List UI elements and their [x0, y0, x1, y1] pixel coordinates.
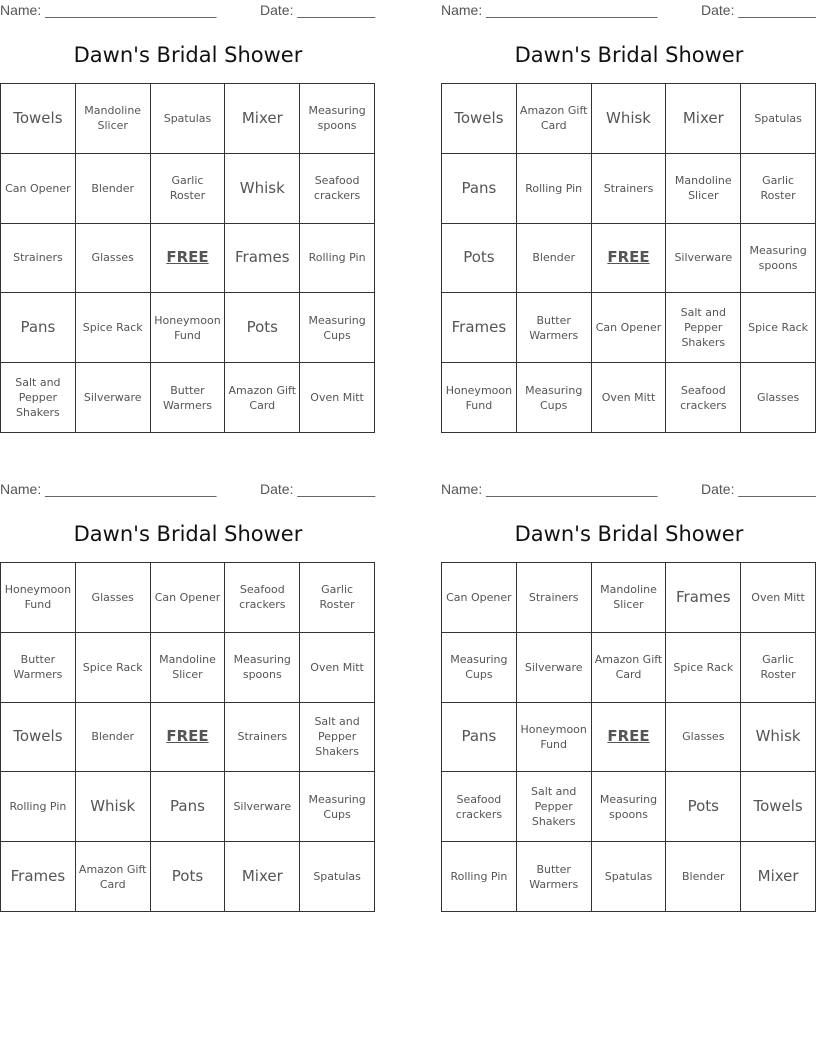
bingo-cell: Strainers	[225, 703, 300, 773]
bingo-cell: Pots	[151, 842, 226, 912]
bingo-cell: Pots	[666, 772, 741, 842]
bingo-cell: Glasses	[741, 363, 816, 433]
bingo-cell: Mixer	[225, 84, 300, 154]
bingo-grid	[0, 83, 375, 433]
bingo-cell: Spice Rack	[76, 293, 151, 363]
bingo-cell: Towels	[1, 703, 76, 773]
bingo-cell: Garlic Roster	[300, 563, 375, 633]
name-field-label: Name: ______________________	[0, 2, 217, 18]
bingo-cell: Spatulas	[592, 842, 667, 912]
bingo-cell: Salt and Pepper Shakers	[666, 293, 741, 363]
bingo-cell: Spatulas	[300, 842, 375, 912]
bingo-cell: Butter Warmers	[517, 293, 592, 363]
bingo-cell: Measuring spoons	[592, 772, 667, 842]
bingo-cell: Salt and Pepper Shakers	[300, 703, 375, 773]
bingo-cell: Oven Mitt	[592, 363, 667, 433]
bingo-cell: Honeymoon Fund	[442, 363, 517, 433]
name-field-label: Name: ______________________	[441, 481, 658, 497]
bingo-cell: Blender	[666, 842, 741, 912]
bingo-cell: Strainers	[517, 563, 592, 633]
bingo-cell: Measuring Cups	[300, 293, 375, 363]
bingo-cell: Measuring Cups	[300, 772, 375, 842]
free-space-cell: FREE	[151, 224, 226, 294]
bingo-cell: Can Opener	[151, 563, 226, 633]
bingo-cell: Garlic Roster	[741, 633, 816, 703]
name-field-label: Name: ______________________	[0, 481, 217, 497]
bingo-cell: Honeymoon Fund	[1, 563, 76, 633]
bingo-cell: Pans	[442, 703, 517, 773]
bingo-cell: Oven Mitt	[300, 633, 375, 703]
bingo-cell: Rolling Pin	[1, 772, 76, 842]
bingo-cell: Amazon Gift Card	[517, 84, 592, 154]
bingo-cell: Glasses	[76, 224, 151, 294]
bingo-cell: Mixer	[666, 84, 741, 154]
bingo-cell: Whisk	[76, 772, 151, 842]
free-space-cell: FREE	[592, 703, 667, 773]
card-title: Dawn's Bridal Shower	[514, 522, 744, 546]
bingo-cell: Spice Rack	[76, 633, 151, 703]
name-date-row	[441, 479, 816, 501]
bingo-cell: Silverware	[666, 224, 741, 294]
bingo-cell: Mixer	[225, 842, 300, 912]
name-date-row	[0, 479, 376, 501]
bingo-cell: Mixer	[741, 842, 816, 912]
bingo-cell: Frames	[225, 224, 300, 294]
bingo-cell: Garlic Roster	[741, 154, 816, 224]
bingo-cell: Seafood crackers	[225, 563, 300, 633]
bingo-cell: Can Opener	[442, 563, 517, 633]
bingo-card-1	[0, 0, 376, 420]
bingo-grid	[441, 83, 816, 433]
bingo-card-3	[0, 479, 376, 891]
bingo-cell: Amazon Gift Card	[592, 633, 667, 703]
bingo-cell: Measuring spoons	[225, 633, 300, 703]
bingo-cell: Pots	[442, 224, 517, 294]
bingo-cell: Silverware	[517, 633, 592, 703]
bingo-cell: Measuring Cups	[517, 363, 592, 433]
bingo-cell: Spice Rack	[666, 633, 741, 703]
card-title: Dawn's Bridal Shower	[73, 43, 303, 67]
bingo-cell: Whisk	[225, 154, 300, 224]
bingo-cell: Glasses	[666, 703, 741, 773]
bingo-cell: Rolling Pin	[442, 842, 517, 912]
bingo-cell: Measuring Cups	[442, 633, 517, 703]
bingo-cell: Whisk	[592, 84, 667, 154]
bingo-cell: Honeymoon Fund	[151, 293, 226, 363]
date-field-label: Date: __________	[260, 481, 376, 497]
free-space-cell: FREE	[592, 224, 667, 294]
bingo-cell: Mandoline Slicer	[76, 84, 151, 154]
bingo-cell: Spatulas	[741, 84, 816, 154]
bingo-cell: Towels	[741, 772, 816, 842]
bingo-cell: Pans	[151, 772, 226, 842]
bingo-cell: Frames	[442, 293, 517, 363]
bingo-cell: Frames	[666, 563, 741, 633]
date-field-label: Date: __________	[701, 2, 816, 18]
date-field-label: Date: __________	[701, 481, 816, 497]
bingo-cell: Strainers	[592, 154, 667, 224]
name-field-label: Name: ______________________	[441, 2, 658, 18]
card-title: Dawn's Bridal Shower	[514, 43, 744, 67]
bingo-cell: Butter Warmers	[517, 842, 592, 912]
bingo-cell: Frames	[1, 842, 76, 912]
bingo-card-2	[441, 0, 816, 412]
card-title: Dawn's Bridal Shower	[73, 522, 303, 546]
name-date-row	[0, 0, 376, 22]
bingo-cell: Spice Rack	[741, 293, 816, 363]
bingo-cell: Glasses	[76, 563, 151, 633]
bingo-cell: Rolling Pin	[517, 154, 592, 224]
bingo-cell: Oven Mitt	[300, 363, 375, 433]
bingo-cell: Whisk	[741, 703, 816, 773]
bingo-cell: Honeymoon Fund	[517, 703, 592, 773]
bingo-cell: Seafood crackers	[442, 772, 517, 842]
bingo-card-4	[441, 479, 816, 891]
bingo-cell: Towels	[1, 84, 76, 154]
bingo-cell: Towels	[442, 84, 517, 154]
bingo-cell: Mandoline Slicer	[666, 154, 741, 224]
bingo-cell: Garlic Roster	[151, 154, 226, 224]
free-space-cell: FREE	[151, 703, 226, 773]
bingo-cell: Silverware	[76, 363, 151, 433]
bingo-cell: Mandoline Slicer	[592, 563, 667, 633]
bingo-cell: Mandoline Slicer	[151, 633, 226, 703]
bingo-cell: Seafood crackers	[300, 154, 375, 224]
bingo-cell: Amazon Gift Card	[76, 842, 151, 912]
bingo-cell: Seafood crackers	[666, 363, 741, 433]
bingo-cell: Pans	[442, 154, 517, 224]
bingo-cell: Strainers	[1, 224, 76, 294]
bingo-cell: Butter Warmers	[151, 363, 226, 433]
bingo-cell: Salt and Pepper Shakers	[517, 772, 592, 842]
bingo-cell: Measuring spoons	[300, 84, 375, 154]
bingo-cell: Blender	[517, 224, 592, 294]
bingo-cell: Blender	[76, 703, 151, 773]
bingo-cell: Spatulas	[151, 84, 226, 154]
bingo-cell: Measuring spoons	[741, 224, 816, 294]
bingo-grid	[0, 562, 375, 912]
bingo-cell: Pans	[1, 293, 76, 363]
bingo-cell: Rolling Pin	[300, 224, 375, 294]
bingo-cell: Can Opener	[1, 154, 76, 224]
bingo-cell: Blender	[76, 154, 151, 224]
bingo-cell: Can Opener	[592, 293, 667, 363]
bingo-cell: Salt and Pepper Shakers	[1, 363, 76, 433]
name-date-row	[441, 0, 816, 22]
date-field-label: Date: __________	[260, 2, 376, 18]
bingo-grid	[441, 562, 816, 912]
bingo-cell: Amazon Gift Card	[225, 363, 300, 433]
bingo-cell: Butter Warmers	[1, 633, 76, 703]
bingo-cell: Pots	[225, 293, 300, 363]
bingo-cell: Silverware	[225, 772, 300, 842]
bingo-cell: Oven Mitt	[741, 563, 816, 633]
